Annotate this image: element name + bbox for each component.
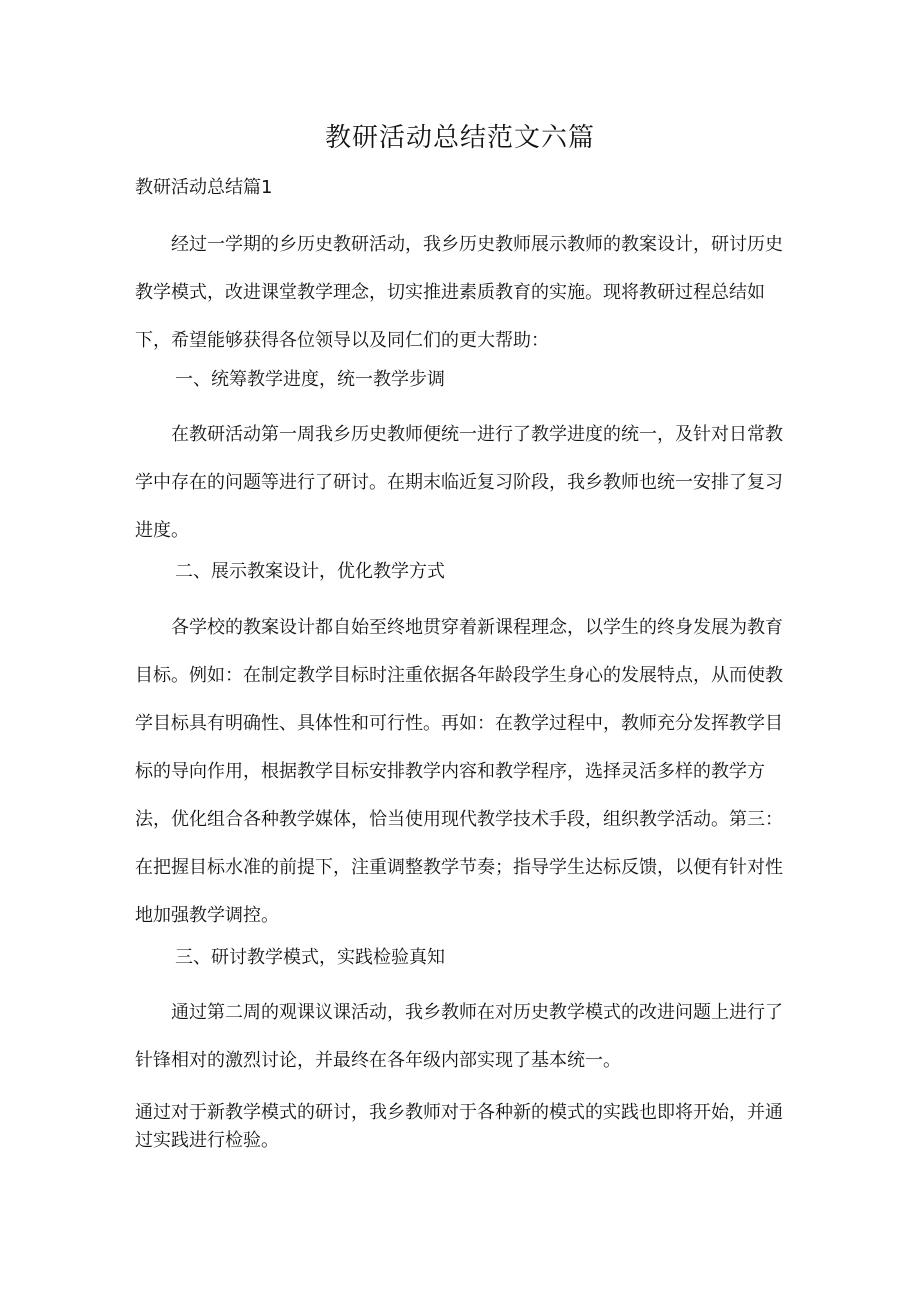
document-title: 教研活动总结范文六篇 (324, 123, 595, 153)
paragraph-3: 通过第二周的观课议课活动，我乡教师在对历史教学模式的改进问题上进行了针锋相对的激烈讨论，并最终在各年级内部实现了基本统一。 (135, 1002, 783, 1071)
section-title: 教研活动总结篇1 (135, 177, 273, 198)
heading-2: 二、展示教案设计，优化教学方式 (175, 561, 445, 582)
heading-3: 三、研讨教学模式，实践检验真知 (175, 947, 445, 968)
paragraph-2: 各学校的教案设计都自始至终地贯穿着新课程理念，以学生的终身发展为教育目标。例如：在制定教学目标时注重依据各年龄段学生身心的发展特点，从而使教学目标具有明确性、具体性和可行性。再如：在教学过程中，教师充分发挥教学目标的导向作用，根据教学目标安排教学内容和教学程序，选择灵活多样的教学方法，优化组合各种教学媒体，恰当使用现代教学技术手段，组织教学活动。第三：在把握目标水准的前提下，注重调整教学节奏；指导学生达标反馈，以便有针对性地加强教学调控。 (135, 617, 783, 926)
heading-1: 一、统筹教学进度，统一教学步调 (175, 369, 445, 390)
paragraph-1: 在教研活动第一周我乡历史教师便统一进行了教学进度的统一，及针对日常教学中存在的问题等进行了研讨。在期末临近复习阶段，我乡教师也统一安排了复习进度。 (135, 424, 783, 541)
closing-paragraph: 通过对于新教学模式的研讨，我乡教师对于各种新的模式的实践也即将开始，并通过实践进行检验。 (135, 1102, 783, 1151)
intro-paragraph: 经过一学期的乡历史教研活动，我乡历史教师展示教师的教案设计，研讨历史教学模式，改进课堂教学理念，切实推进素质教育的实施。现将教研过程总结如下，希望能够获得各位领导以及同仁们的更大帮助： (135, 234, 783, 351)
